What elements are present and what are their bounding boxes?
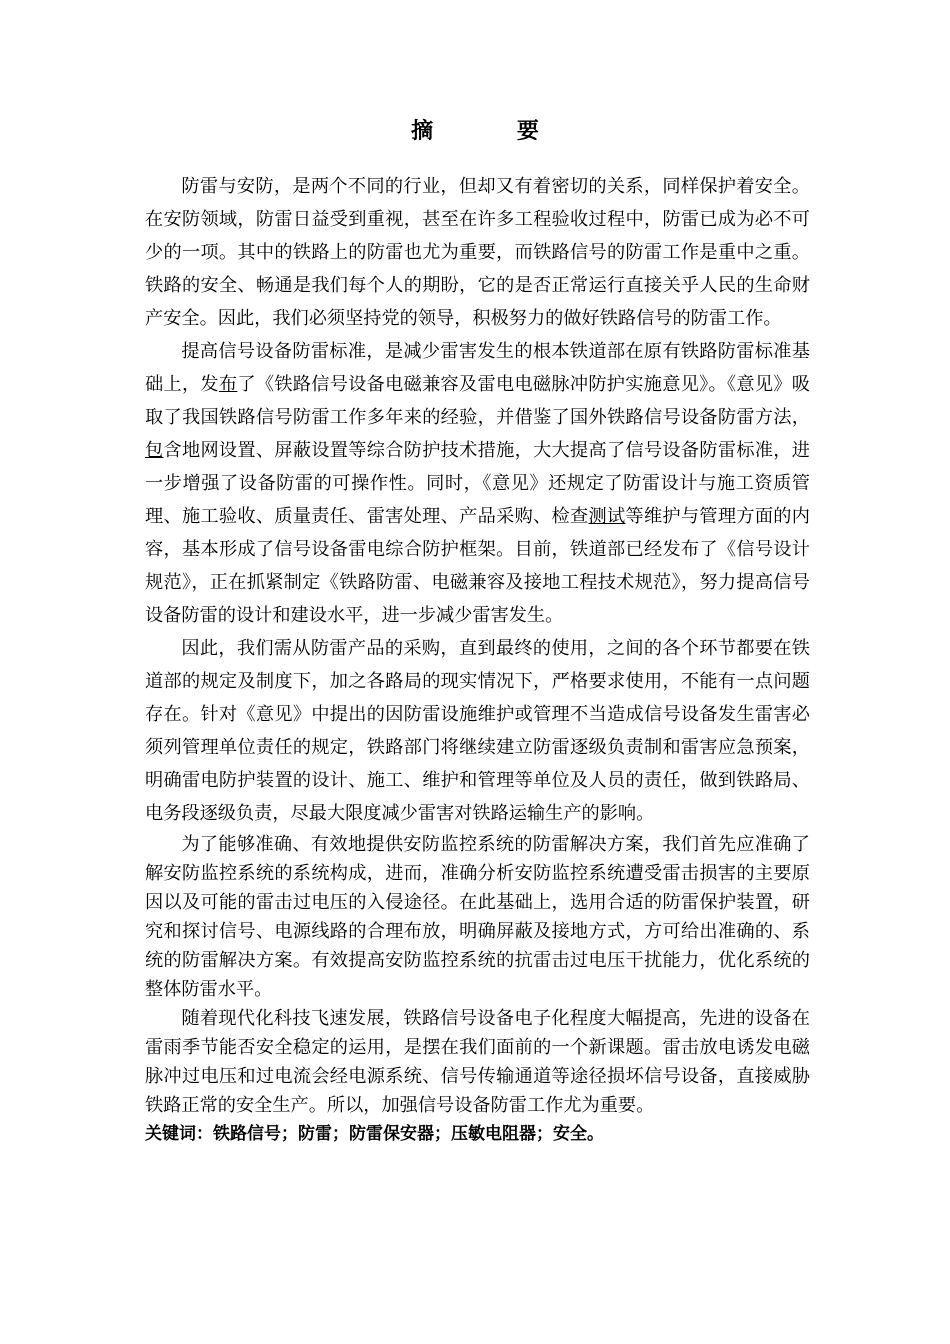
- paragraph-4: 为了能够准确、有效地提供安防监控系统的防雷解决方案，我们首先应准确了解安防监控系统的系统构成，进而，准确分析安防监控系统遭受雷击损害的主要原因以及可能的雷击过电压的入侵途径。在此基础上，选用合适的防雷保护装置，研究和探讨信号、电源线路的合理布放，明确屏蔽及接地方式，方可给出准确的、系统的防雷解决方案。有效提高安防监控系统的抗雷击过电压干扰能力，优化系统的整体防雷水平。: [145, 834, 810, 1000]
- paragraph-2-text-a: 提高信号设备防雷标准，是减少雷害发生的根本铁道部在原有铁路防雷标准基础上，发: [145, 341, 810, 395]
- paragraph-2: [145, 335, 810, 632]
- paragraph-5: 随着现代化科技飞速发展，铁路信号设备电子化程度大幅提高，先进的设备在雷雨季节能否安全稳定的运用，是摆在我们面前的一个新课题。雷击放电诱发电磁脉冲过电压和过电流会经电源系统、信号传输通道等途径损坏信号设备，直接威胁铁路正常的安全生产。所以，加强信号设备防雷工作尤为重要。: [145, 1008, 810, 1116]
- underlined-text-1: 布: [218, 374, 238, 395]
- keywords-line: 关键词：铁路信号；防雷；防雷保安器；压敏电阻器；安全。: [145, 1124, 604, 1144]
- abstract-body: [145, 170, 810, 1149]
- abstract-title: 摘 要: [411, 119, 577, 144]
- paragraph-2-text-c: 含地网设置、屏蔽设置等综合防护技术措施，大大提高了信号设备防雷标准，进一步增强了设备防雷的可操作性。同时，《意见》还规定了防雷设计与施工资质管理、施工验收、质量责任、雷害处理、产品采购、检查: [145, 440, 810, 527]
- paragraph-3: 因此，我们需从防雷产品的采购，直到最终的使用，之间的各个环节都要在铁道部的规定及制度下，加之各路局的现实情况下，严格要求使用，不能有一点问题存在。针对《意见》中提出的因防雷设施维护或管理不当造成信号设备发生雷害必须列管理单位责任的规定，铁路部门将继续建立防雷逐级负责制和雷害应急预案，明确雷电防护装置的设计、施工、维护和管理等单位及人员的责任，做到铁路局、电务段逐级负责，尽最大限度减少雷害对铁路运输生产的影响。: [145, 638, 810, 824]
- underlined-text-2: 包: [145, 440, 164, 461]
- paragraph-2-text-d: 等维护与管理方面的内容，基本形成了信号设备雷电综合防护框架。目前，铁道部已经发布了《信号设计规范》，正在抓紧制定《铁路防雷、电磁兼容及接地工程技术规范》，努力提高信号设备防雷的设计和建设水平，进一步减少雷害发生。: [145, 506, 810, 626]
- paragraph-2-text-b: 了《铁路信号设备电磁兼容及雷电电磁脉冲防护实施意见》。《意见》吸取了我国铁路信号防雷工作多年来的经验，并借鉴了国外铁路信号设备防雷方法，: [145, 374, 810, 428]
- underlined-text-3: 测试: [588, 506, 626, 527]
- paragraph-1: 防雷与安防，是两个不同的行业，但却又有着密切的关系，同样保护着安全。在安防领域，防雷日益受到重视，甚至在许多工程验收过程中，防雷已成为必不可少的一项。其中的铁路上的防雷也尤为重要，而铁路信号的防雷工作是重中之重。铁路的安全、畅通是我们每个人的期盼，它的是否正常运行直接关乎人民的生命财产安全。因此，我们必须坚持党的领导，积极努力的做好铁路信号的防雷工作。: [145, 176, 810, 329]
